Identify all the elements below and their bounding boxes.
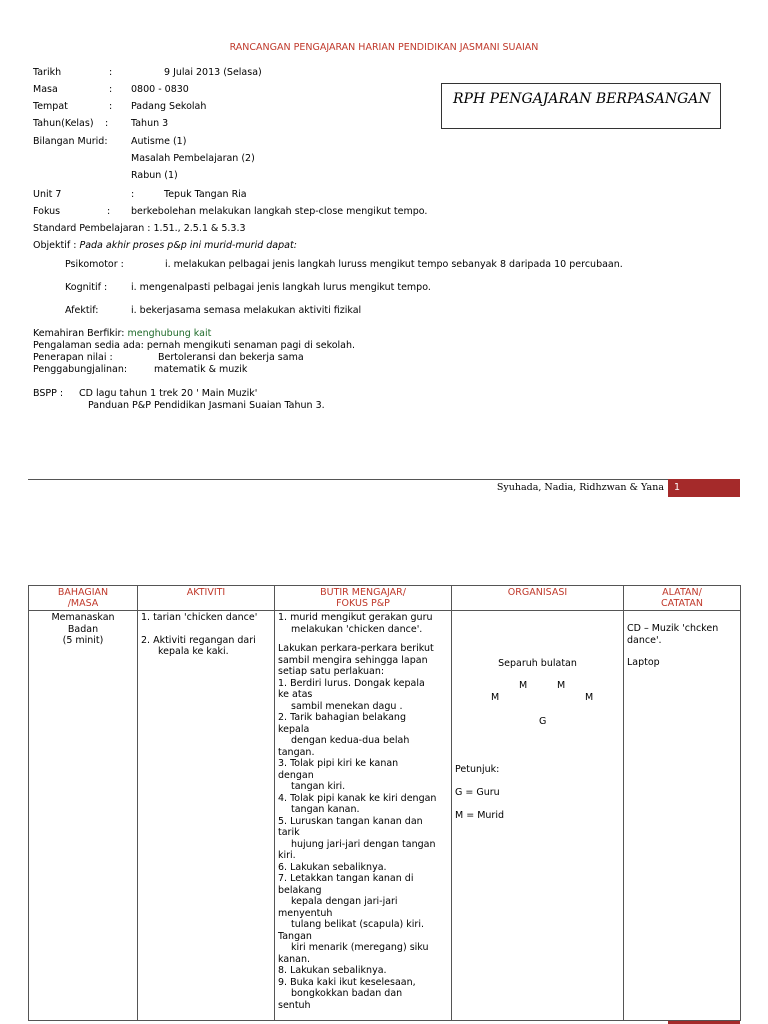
cell-line: kiri. [278, 850, 296, 861]
field-label: Masa [33, 84, 58, 95]
cell-line: 2. Aktiviti regangan dari [141, 634, 256, 646]
header-alatan [624, 586, 741, 611]
domain-label: Kognitif : [65, 282, 108, 293]
cell-line: 1. Berdiri lurus. Dongak kepala [278, 677, 425, 689]
header-text: AKTIVITI [186, 587, 226, 598]
cell-line: 1. murid mengikut gerakan guru [278, 612, 433, 623]
field-value: Autisme (1) [131, 136, 187, 147]
header-text: ALATAN/ CATATAN [661, 587, 703, 609]
header-text: BAHAGIAN /MASA [57, 587, 109, 609]
cell-line: 4. Tolak pipi kanak ke kiri dengan [278, 792, 437, 804]
cell-line: 7. Letakkan tangan kanan di [278, 873, 414, 884]
domain-label: Afektif: [65, 305, 99, 316]
domain-label: Psikomotor : [65, 259, 124, 270]
box-title: RPH PENGAJARAN BERPASANGAN [453, 91, 711, 107]
field-pengalaman: Pengalaman sedia ada: pernah mengikuti senaman pagi di sekolah. [33, 340, 356, 351]
field-value: matematik & muzik [154, 364, 248, 375]
cell-line: ke atas [278, 689, 313, 700]
cell-line: kiri menarik (meregang) siku [291, 942, 429, 953]
cell-line: hujung jari-jari dengan tangan [291, 838, 436, 850]
header-bahagian [29, 586, 138, 611]
field-label: Tarikh [33, 67, 62, 78]
field-value: CD lagu tahun 1 trek 20 ' Main Muzik' [79, 388, 258, 399]
field-colon: : [107, 206, 111, 217]
cell-line: kepala [278, 723, 310, 735]
footer-divider [28, 479, 740, 480]
header-organisasi [452, 586, 624, 611]
field-kemahiran [33, 328, 211, 339]
field-value: menghubung kait [127, 328, 212, 339]
cell-line: 1. tarian 'chicken dance' [141, 612, 258, 623]
cell-line: dengan [278, 769, 314, 781]
field-value: Padang Sekolah [131, 101, 207, 112]
cell-line: 8. Lakukan sebaliknya. [278, 965, 387, 976]
field-colon: : [109, 101, 113, 112]
cell-line: kanan. [278, 953, 311, 965]
org-murid-marker: M [585, 692, 594, 703]
field-value: Bertoleransi dan bekerja sama [158, 352, 304, 363]
field-label: Tahun(Kelas) [33, 118, 94, 129]
cell-alatan [624, 611, 741, 1021]
cell-line: Laptop [627, 657, 660, 668]
cell-butir [275, 611, 452, 1021]
footer-authors: Syuhada, Nadia, Ridhzwan & Yana [496, 482, 664, 493]
page-number-tab [668, 479, 740, 497]
table-header-row [29, 586, 741, 611]
cell-bahagian [29, 611, 138, 1021]
cell-line: 3. Tolak pipi kiri ke kanan [278, 758, 399, 769]
field-value: Panduan P&P Pendidikan Jasmani Suaian Tahun 3. [88, 400, 325, 411]
org-petunjuk: Petunjuk: [455, 764, 500, 775]
field-label: Fokus [33, 206, 61, 217]
field-value: 9 Julai 2013 (Selasa) [164, 67, 262, 78]
cell-line: sentuh [278, 999, 311, 1011]
cell-line: dance'. [627, 634, 662, 646]
field-label: Objektif : [33, 240, 77, 251]
org-legend-guru: G = Guru [455, 787, 500, 798]
header-butir [275, 586, 452, 611]
field-label: Bilangan Murid: [33, 136, 108, 147]
cell-line: tangan kanan. [291, 804, 360, 815]
cell-line: tangan. [278, 746, 315, 758]
field-label: Tempat [33, 101, 68, 112]
field-colon: : [109, 84, 113, 95]
field-value: Tepuk Tangan Ria [164, 189, 247, 200]
org-murid-marker: M [557, 680, 566, 691]
header-text: BUTIR MENGAJAR/ FOKUS P&P [320, 587, 406, 609]
domain-value: i. melakukan pelbagai jenis langkah luruss mengikut tempo sebanyak 8 daripada 10 percubaan. [165, 259, 623, 270]
cell-line: sambil menekan dagu . [291, 700, 403, 712]
cell-organisasi [452, 611, 624, 1021]
field-value: berkebolehan melakukan langkah step-close mengikut tempo. [131, 206, 428, 217]
org-legend-murid: M = Murid [455, 810, 504, 821]
header-text: ORGANISASI [507, 587, 568, 598]
field-value: 0800 - 0830 [131, 84, 189, 95]
org-title: Separuh bulatan [498, 658, 577, 669]
field-objektif [33, 240, 297, 251]
cell-line: menyentuh [278, 907, 333, 919]
field-label: BSPP : [33, 388, 64, 399]
field-standard: Standard Pembelajaran : 1.51., 2.5.1 & 5.3.3 [33, 223, 246, 234]
cell-line: (5 minit) [62, 635, 104, 646]
field-value: Tahun 3 [131, 118, 169, 129]
cell-line: tulang belikat (scapula) kiri. [291, 919, 424, 930]
org-guru-marker: G [539, 716, 547, 727]
cell-line: Memanaskan [51, 612, 115, 623]
cell-line: Lakukan perkara-perkara berikut [278, 643, 434, 654]
cell-aktiviti [138, 611, 275, 1021]
cell-line: setiap satu perlakuan: [278, 666, 385, 677]
cell-line: tangan kiri. [291, 781, 346, 792]
field-colon: : [105, 118, 109, 129]
cell-line: Badan [67, 623, 99, 635]
cell-line: tarik [278, 827, 300, 838]
domain-value: i. bekerjasama semasa melakukan aktiviti fizikal [131, 305, 362, 316]
table-row [29, 611, 741, 1021]
field-value: Rabun (1) [131, 170, 178, 181]
bottom-divider [28, 1020, 741, 1021]
field-label: Penggabungjalinan: [33, 364, 128, 375]
cell-line: 2. Tarik bahagian belakang [278, 712, 406, 723]
cell-line: belakang [278, 884, 322, 896]
cell-line: kepala ke kaki. [158, 646, 229, 657]
field-colon: : [131, 189, 135, 200]
cell-line: 5. Luruskan tangan kanan dan [278, 815, 423, 827]
org-murid-marker: M [491, 692, 500, 703]
field-value: Masalah Pembelajaran (2) [131, 153, 255, 164]
page-number: 1 [674, 482, 681, 493]
cell-line: CD – Muzik 'chcken [627, 623, 719, 634]
field-label: Kemahiran Berfikir: [33, 328, 125, 339]
document-title: RANCANGAN PENGAJARAN HARIAN PENDIDIKAN JASMANI SUAIAN [229, 42, 539, 53]
cell-line: 6. Lakukan sebaliknya. [278, 861, 387, 873]
cell-line: melakukan 'chicken dance'. [291, 623, 423, 635]
field-label: Penerapan nilai : [33, 352, 113, 363]
header-aktiviti [138, 586, 275, 611]
lesson-table [28, 585, 741, 1021]
field-value: Pada akhir proses p&p ini murid-murid dapat: [79, 240, 297, 251]
cell-line: 9. Buka kaki ikut keselesaan, [278, 976, 416, 988]
pairing-title-box [441, 83, 721, 129]
field-colon: : [109, 67, 113, 78]
cell-line: kepala dengan jari-jari [291, 896, 398, 907]
cell-line: Tangan [278, 930, 312, 942]
field-label: Unit 7 [33, 189, 62, 200]
domain-value: i. mengenalpasti pelbagai jenis langkah lurus mengikut tempo. [131, 282, 431, 293]
cell-line: sambil mengira sehingga lapan [278, 654, 428, 666]
cell-line: bongkokkan badan dan [291, 988, 403, 999]
cell-line: dengan kedua-dua belah [291, 735, 410, 746]
org-murid-marker: M [519, 680, 528, 691]
